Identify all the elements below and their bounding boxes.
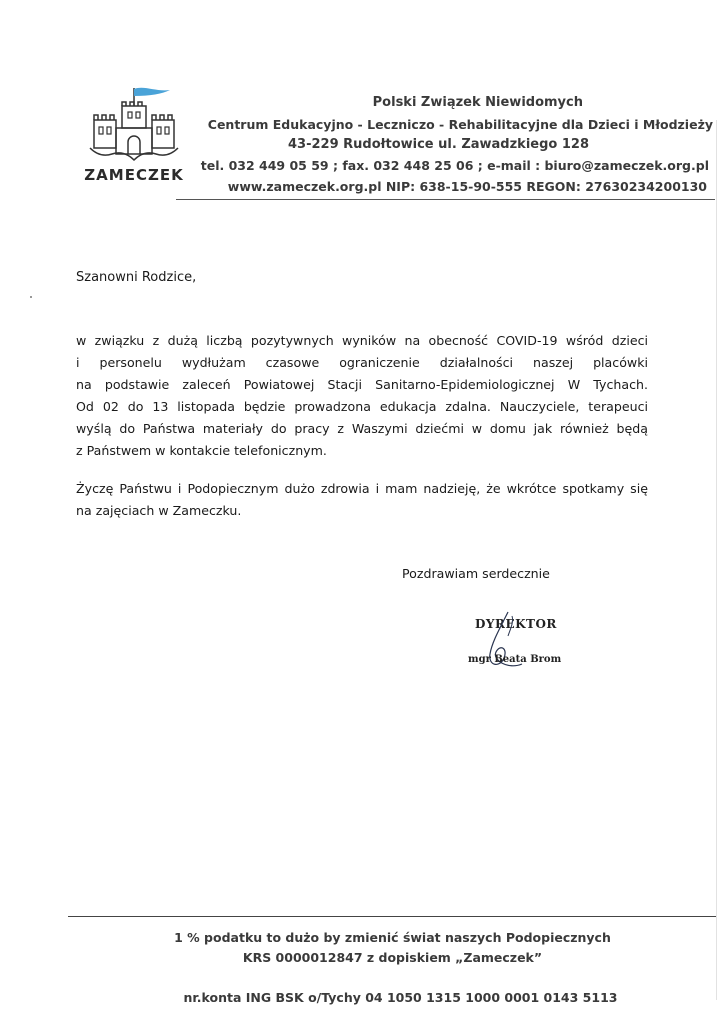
handwritten-signature <box>478 608 538 678</box>
registry-ids: www.zameczek.org.pl NIP: 638-15-90-555 REGON: 27630234200130 <box>227 179 707 194</box>
paragraph-line: na podstawie zaleceń Powiatowej Stacji Sanitarno-Epidemiologicznej W Tychach. <box>76 377 648 392</box>
scan-speck <box>30 296 32 298</box>
zameczek-logo <box>84 82 184 194</box>
castle-icon <box>84 82 184 168</box>
paragraph-1 <box>76 330 648 462</box>
logo-text: ZAMECZEK <box>84 166 184 184</box>
signer-name: mgr Beata Brom <box>468 654 562 665</box>
paragraph-line: Życzę Państwu i Podopiecznym dużo zdrowia i mam nadzieję, że wkrótce spotkamy się <box>76 481 648 496</box>
scan-edge <box>716 120 717 1000</box>
org-name: Polski Związek Niewidomych <box>372 95 583 110</box>
center-name: Centrum Edukacyjno - Leczniczo - Rehabilitacyjne dla Dzieci i Młodzieży <box>207 117 713 132</box>
signature-title: DYREKTOR <box>475 617 557 631</box>
paragraph-line: w związku z dużą liczbą pozytywnych wyników na obecność COVID-19 wśród dzieci <box>76 333 648 348</box>
salutation: Szanowni Rodzice, <box>76 270 197 285</box>
footer-bank-account: nr.konta ING BSK o/Tychy 04 1050 1315 1000 0001 0143 5113 <box>183 990 618 1005</box>
footer-divider <box>68 916 717 917</box>
paragraph-line: z Państwem w kontakcie telefonicznym. <box>76 443 327 458</box>
paragraph-2 <box>76 478 648 522</box>
paragraph-line: na zajęciach w Zameczku. <box>76 503 242 518</box>
footer-krs: KRS 0000012847 z dopiskiem „Zameczek” <box>242 950 543 965</box>
flag-icon <box>134 88 170 96</box>
closing-greeting: Pozdrawiam serdecznie <box>402 566 550 581</box>
footer-tax-appeal: 1 % podatku to dużo by zmienić świat naszych Podopiecznych <box>174 930 611 945</box>
address: 43-229 Rudołtowice ul. Zawadzkiego 128 <box>288 137 589 152</box>
paragraph-line: wyślą do Państwa materiały do pracy z Waszymi dziećmi w domu jak również będą <box>76 421 648 436</box>
header-divider <box>176 199 715 200</box>
paragraph-line: i personelu wydłużam czasowe ograniczenie działalności naszej placówki <box>76 355 648 370</box>
paragraph-line: Od 02 do 13 listopada będzie prowadzona edukacja zdalna. Nauczyciele, terapeuci <box>76 399 648 414</box>
contact-line: tel. 032 449 05 59 ; fax. 032 448 25 06 ; e-mail : biuro@zameczek.org.pl <box>200 158 709 173</box>
